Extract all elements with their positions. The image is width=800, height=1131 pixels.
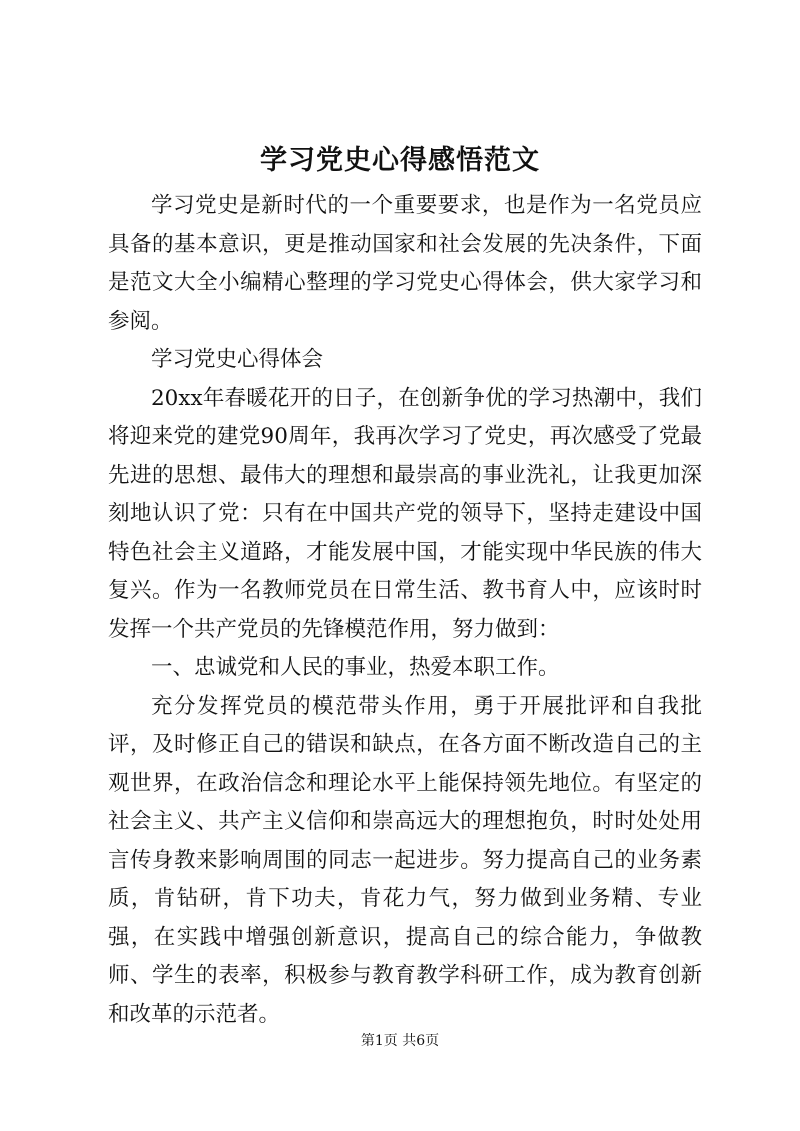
paragraph-main: 20xx年春暖花开的日子，在创新争优的学习热潮中，我们将迎来党的建党90周年，我再次学习了党史，再次感受了党最先进的思想、最伟大的理想和最崇高的事业洗礼，让我更加深刻地认识了党：只有在中国共产党的领导下，坚持走建设中国特色社会主义道路，才能发展中国，才能实现中华民族的伟大复兴。作为一名教师党员在日常生活、教书育人中，应该时时发挥一个共产党员的先锋模范作用，努力做到： — [108, 385, 702, 642]
paragraph-section-heading: 一、忠诚党和人民的事业，热爱本职工作。 — [151, 655, 560, 680]
document-body — [108, 187, 702, 1034]
page-number-footer: 第1页 共6页 — [360, 1033, 440, 1049]
paragraph-intro: 学习党史是新时代的一个重要要求，也是作为一名党员应具备的基本意识，更是推动国家和社会发展的先决条件，下面是范文大全小编精心整理的学习党史心得体会，供大家学习和参阅。 — [108, 193, 702, 334]
document-title: 学习党史心得感悟范文 — [260, 145, 540, 176]
paragraph-subheading: 学习党史心得体会 — [151, 347, 324, 372]
paragraph-section-body: 充分发挥党员的模范带头作用，勇于开展批评和自我批评，及时修正自己的错误和缺点，在各方面不断改造自己的主观世界，在政治信念和理论水平上能保持领先地位。有坚定的社会主义、共产主义信仰和崇高远大的理想抱负，时时处处用言传身教来影响周围的同志一起进步。努力提高自己的业务素质，肯钻研，肯下功夫，肯花力气，努力做到业务精、专业强，在实践中增强创新意识，提高自己的综合能力，争做教师、学生的表率，积极参与教育教学科研工作，成为教育创新和改革的示范者。 — [108, 693, 702, 1027]
